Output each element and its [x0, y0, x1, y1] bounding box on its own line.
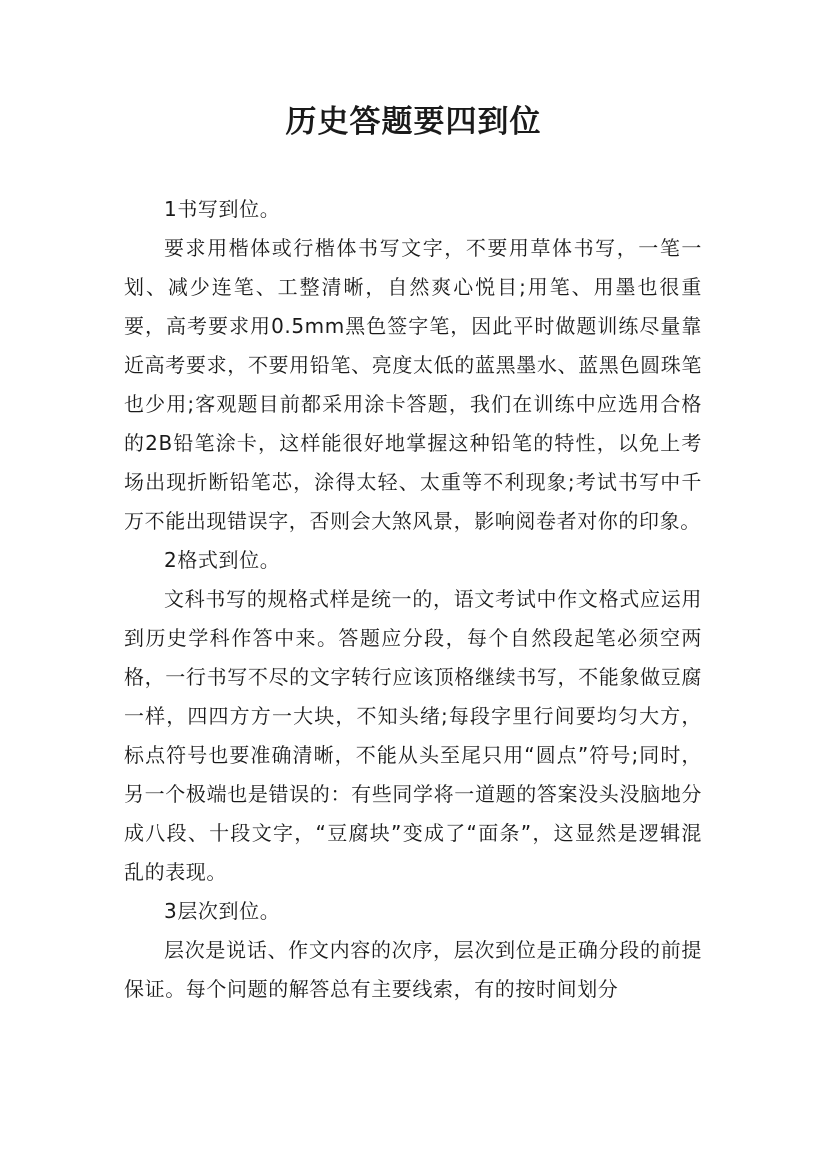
document-body — [124, 190, 702, 1009]
section-paragraph-1: 要求用楷体或行楷体书写文字，不要用草体书写，一笔一划、减少连笔、工整清晰，自然爽心悦目;用笔、用墨也很重要，高考要求用0.5mm黑色签字笔，因此平时做题训练尽量靠近高考要求，不要用铅笔、亮度太低的蓝黑墨水、蓝黑色圆珠笔也少用;客观题目前都采用涂卡答题，我们在训练中应选用合格的2B铅笔涂卡，这样能很好地掌握这种铅笔的特性，以免上考场出现折断铅笔芯，涂得太轻、太重等不利现象;考试书写中千万不能出现错误字，否则会大煞风景，影响阅卷者对你的印象。 — [124, 236, 702, 533]
section-heading-1: 1书写到位。 — [164, 197, 281, 221]
document-title: 历史答题要四到位 — [285, 104, 542, 140]
section-paragraph-3: 层次是说话、作文内容的次序，层次到位是正确分段的前提保证。每个问题的解答总有主要线索，有的按时间划分 — [124, 938, 702, 1001]
section-heading-3: 3层次到位。 — [164, 899, 281, 923]
section-heading-2: 2格式到位。 — [164, 548, 281, 572]
section-paragraph-2: 文科书写的规格式样是统一的，语文考试中作文格式应运用到历史学科作答中来。答题应分段，每个自然段起笔必须空两格，一行书写不尽的文字转行应该顶格继续书写，不能象做豆腐一样，四四方方一大块，不知头绪;每段字里行间要均匀大方，标点符号也要准确清晰，不能从头至尾只用“圆点”符号;同时，另一个极端也是错误的：有些同学将一道题的答案没头没脑地分成八段、十段文字，“豆腐块”变成了“面条”，这显然是逻辑混乱的表现。 — [124, 587, 702, 884]
